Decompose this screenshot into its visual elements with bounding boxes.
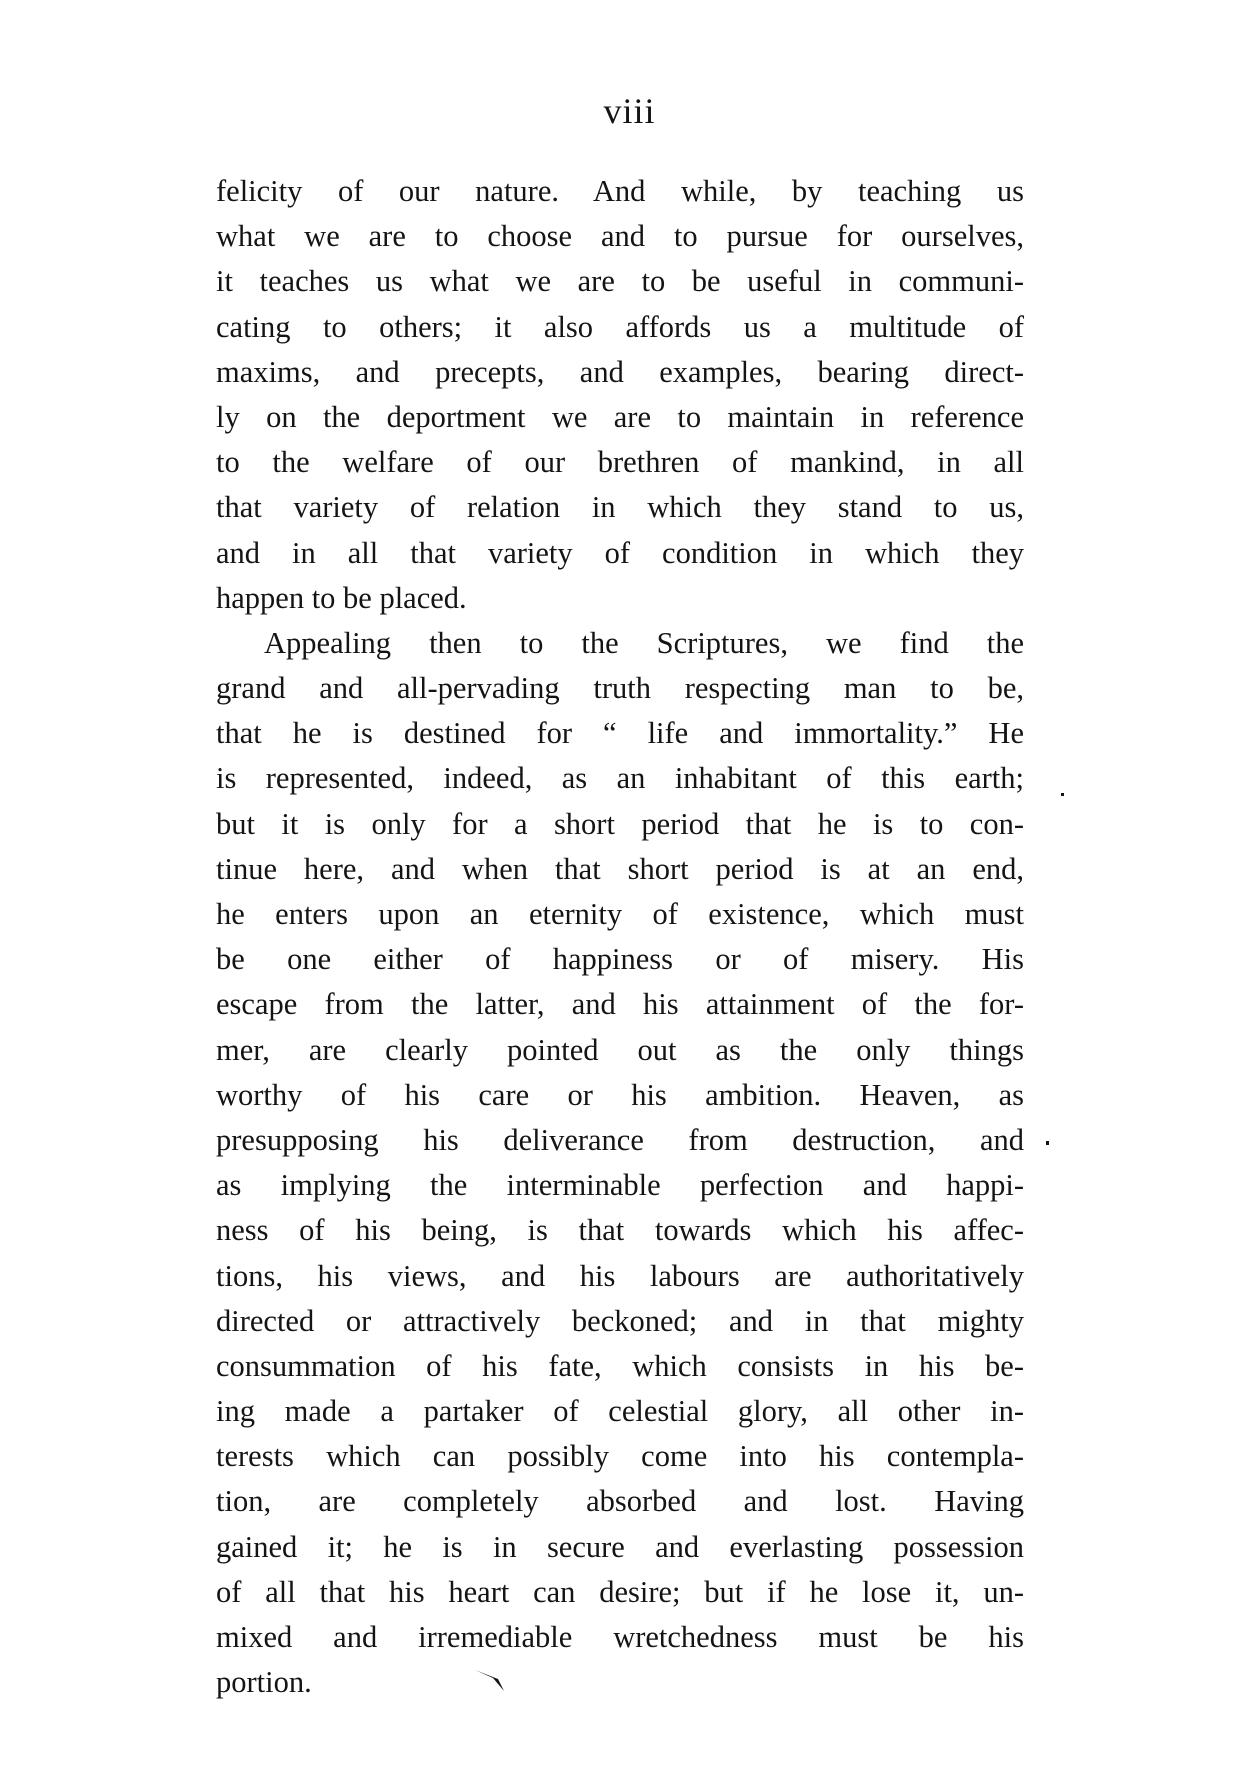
text-line: what we are to choose and to pursue for ourselves, bbox=[216, 219, 1024, 254]
page-number: viii bbox=[603, 91, 656, 131]
text-line: ness of his being, is that towards which his affec- bbox=[216, 1213, 1024, 1248]
ink-speck bbox=[1061, 793, 1064, 796]
text-line: tions, his views, and his labours are authoritatively bbox=[216, 1258, 1024, 1293]
text-line: he enters upon an eternity of existence, which must bbox=[216, 897, 1024, 931]
ink-speck bbox=[1046, 1141, 1049, 1145]
text-line: ing made a partaker of celestial glory, all other in- bbox=[216, 1394, 1024, 1429]
final-line: portion. bbox=[216, 1665, 312, 1700]
text-line: presupposing his deliverance from destruction, and bbox=[216, 1122, 1024, 1157]
text-line: terests which can possibly come into his contempla- bbox=[216, 1439, 1024, 1474]
text-line: maxims, and precepts, and examples, bearing direct- bbox=[216, 354, 1024, 389]
pen-stroke-mark bbox=[473, 1667, 507, 1693]
text-line: directed or attractively beckoned; and in that mighty bbox=[216, 1303, 1024, 1338]
paragraph-end-line: happen to be placed. bbox=[216, 580, 467, 615]
text-line: gained it; he is in secure and everlasting possession bbox=[216, 1529, 1024, 1564]
text-line: to the welfare of our brethren of mankind, in all bbox=[216, 445, 1024, 480]
text-line: mer, are clearly pointed out as the only things bbox=[216, 1032, 1024, 1067]
text-line: that he is destined for “ life and immortality.” He bbox=[216, 716, 1024, 751]
text-line: it teaches us what we are to be useful in communi- bbox=[216, 264, 1024, 299]
text-line: felicity of our nature. And while, by teaching us bbox=[216, 174, 1024, 208]
text-line: as implying the interminable perfection and happi- bbox=[216, 1168, 1024, 1203]
text-line: and in all that variety of condition in which they bbox=[216, 535, 1024, 570]
text-line: of all that his heart can desire; but if he lose it, un- bbox=[216, 1574, 1024, 1609]
body-text bbox=[216, 169, 1024, 1705]
text-line: grand and all-pervading truth respecting man to be, bbox=[216, 671, 1024, 706]
text-line: cating to others; it also affords us a multitude of bbox=[216, 309, 1024, 344]
text-line: tion, are completely absorbed and lost. Having bbox=[216, 1484, 1024, 1519]
paragraph-start-line: Appealing then to the Scriptures, we find the bbox=[264, 625, 1024, 660]
text-line: tinue here, and when that short period is at an end, bbox=[216, 851, 1024, 886]
text-line: worthy of his care or his ambition. Heaven, as bbox=[216, 1077, 1024, 1112]
text-line: mixed and irremediable wretchedness must be his bbox=[216, 1620, 1024, 1654]
text-line: escape from the latter, and his attainment of the for- bbox=[216, 987, 1024, 1022]
text-line: consummation of his fate, which consists in his be- bbox=[216, 1348, 1024, 1383]
text-line: that variety of relation in which they stand to us, bbox=[216, 490, 1024, 525]
text-line: is represented, indeed, as an inhabitant of this earth; bbox=[216, 761, 1024, 796]
text-line: be one either of happiness or of misery. His bbox=[216, 942, 1024, 977]
text-line: but it is only for a short period that he is to con- bbox=[216, 806, 1024, 841]
text-line: ly on the deportment we are to maintain in reference bbox=[216, 399, 1024, 434]
